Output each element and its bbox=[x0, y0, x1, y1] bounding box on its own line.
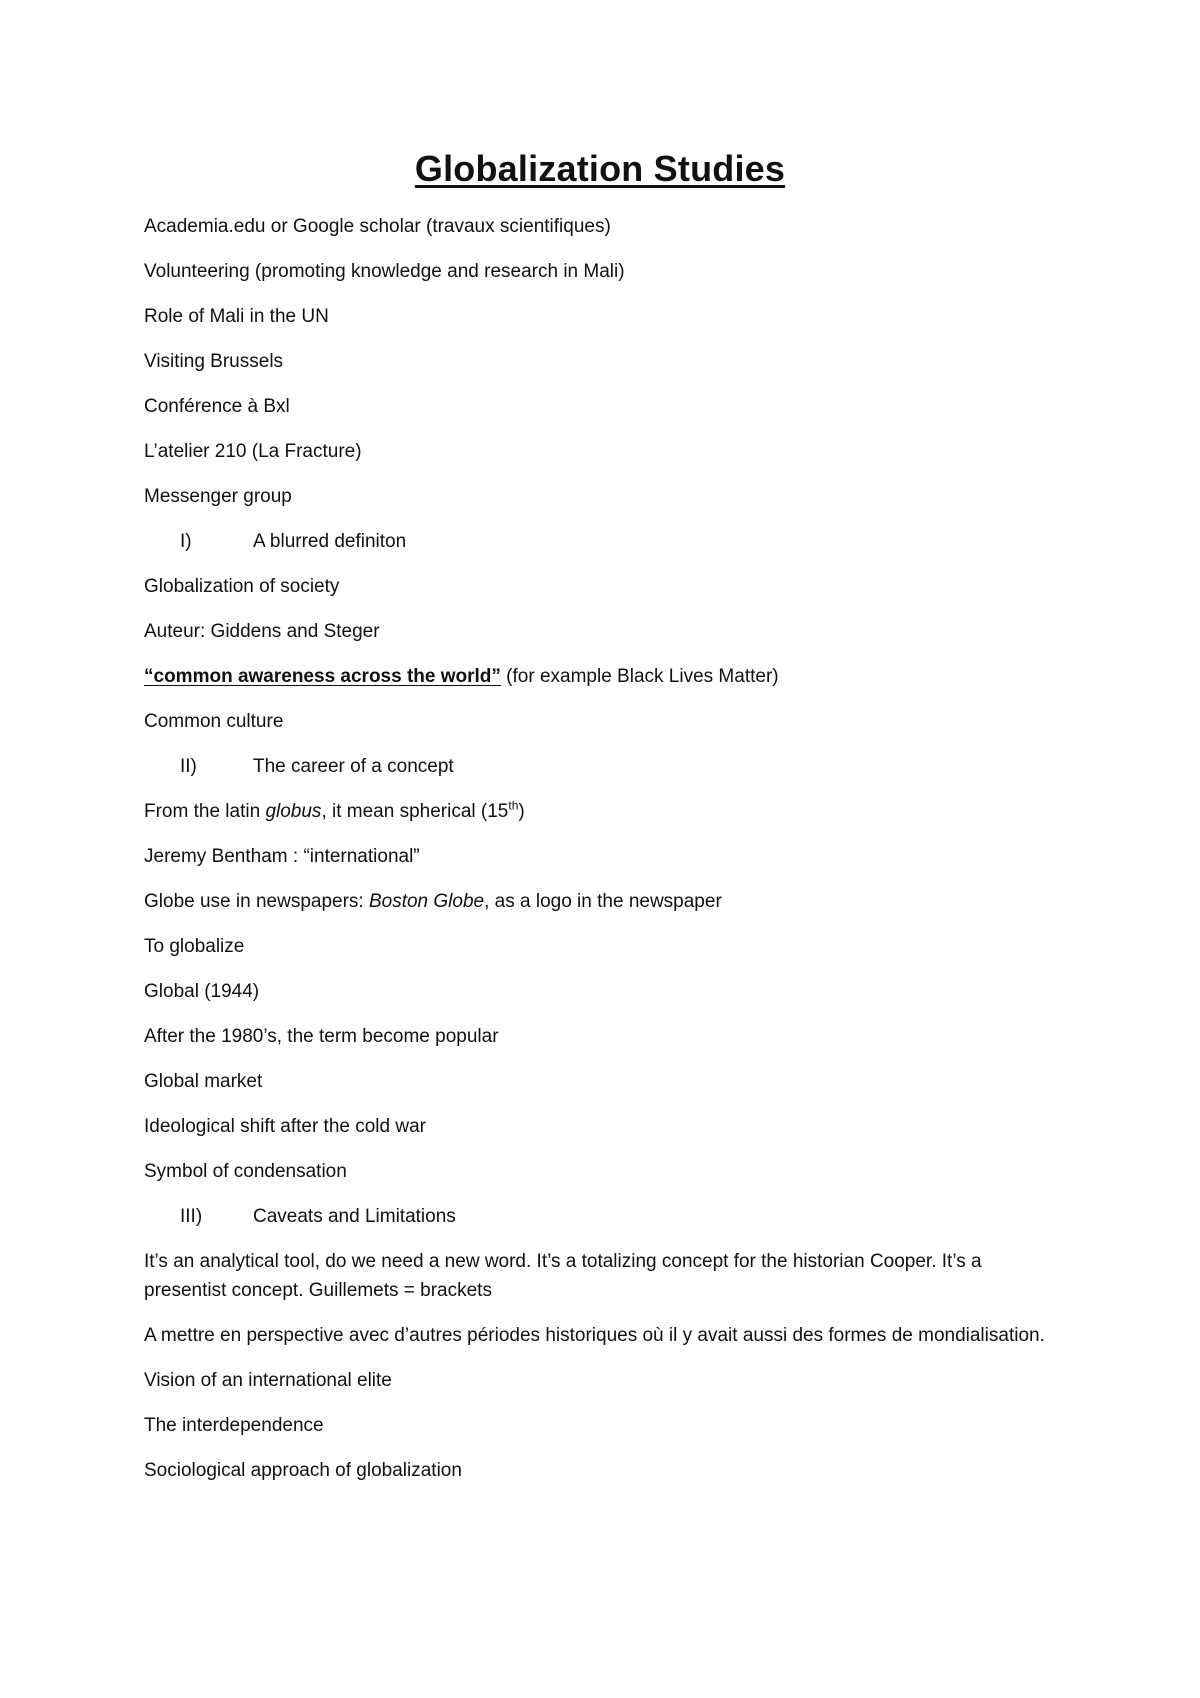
note-line: L’atelier 210 (La Fracture) bbox=[144, 441, 362, 462]
section-heading-2 bbox=[144, 752, 1064, 781]
note-line: Vision of an international elite bbox=[144, 1370, 392, 1391]
note-line: Globalization of society bbox=[144, 576, 340, 597]
note-line: After the 1980’s, the term become popular bbox=[144, 1026, 499, 1047]
note-line: Global market bbox=[144, 1071, 263, 1092]
note-line: Conférence à Bxl bbox=[144, 396, 290, 417]
note-line: Volunteering (promoting knowledge and research in Mali) bbox=[144, 261, 625, 282]
section-number: III) bbox=[180, 1206, 203, 1227]
section-number: II) bbox=[180, 756, 197, 777]
note-line: Global (1944) bbox=[144, 981, 260, 1002]
note-line: Role of Mali in the UN bbox=[144, 306, 329, 327]
note-line: Jeremy Bentham : “international” bbox=[144, 846, 420, 867]
key-quote: “common awareness across the world” bbox=[144, 666, 501, 687]
page-title: Globalization Studies bbox=[414, 148, 786, 189]
note-line: Visiting Brussels bbox=[144, 351, 284, 372]
note-line: Academia.edu or Google scholar (travaux scientifiques) bbox=[144, 216, 611, 237]
section-heading-1 bbox=[144, 527, 1064, 556]
newspaper-name: Boston Globe bbox=[368, 891, 485, 912]
section-title: A blurred definiton bbox=[253, 531, 407, 552]
text-run: ) bbox=[518, 801, 525, 822]
quote-remark: (for example Black Lives Matter) bbox=[500, 666, 779, 687]
note-line: Symbol of condensation bbox=[144, 1161, 347, 1182]
latin-word: globus bbox=[265, 801, 322, 822]
note-paragraph: A mettre en perspective avec d’autres périodes historiques où il y avait aussi des formes de mondialisation. bbox=[144, 1325, 1045, 1346]
superscript: th bbox=[508, 798, 519, 813]
note-line: To globalize bbox=[144, 936, 245, 957]
note-line: Ideological shift after the cold war bbox=[144, 1116, 426, 1137]
note-line: The interdependence bbox=[144, 1415, 324, 1436]
note-line: Common culture bbox=[144, 711, 284, 732]
globe-line bbox=[144, 887, 1064, 916]
section-title: The career of a concept bbox=[253, 756, 454, 777]
document-body bbox=[144, 212, 1064, 1501]
text-run: , it mean spherical (15 bbox=[321, 801, 509, 822]
note-line: Messenger group bbox=[144, 486, 292, 507]
text-run: , as a logo in the newspaper bbox=[484, 891, 722, 912]
text-run: From the latin bbox=[144, 801, 266, 822]
note-line: Auteur: Giddens and Steger bbox=[144, 621, 380, 642]
section-heading-3 bbox=[144, 1202, 1064, 1231]
note-paragraph: It’s an analytical tool, do we need a new word. It’s a totalizing concept for the historian Cooper. It’s a presentist concept. Guillemets = brackets bbox=[144, 1251, 982, 1301]
latin-origin-line bbox=[144, 797, 1064, 826]
section-title: Caveats and Limitations bbox=[253, 1206, 456, 1227]
quote-line bbox=[144, 662, 1064, 691]
text-run: Globe use in newspapers: bbox=[144, 891, 369, 912]
section-number: I) bbox=[180, 531, 192, 552]
note-line: Sociological approach of globalization bbox=[144, 1460, 462, 1481]
